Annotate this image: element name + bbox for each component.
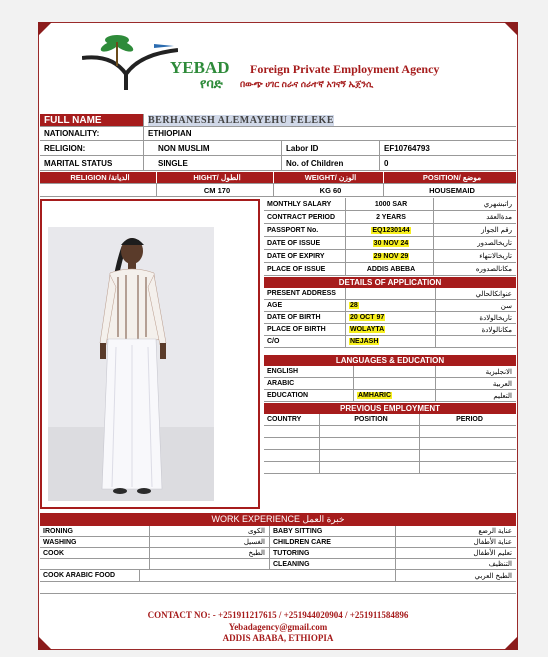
languages-label: ENGLISH: [264, 366, 354, 377]
work-row: [40, 526, 516, 537]
religion-header: RELIGION /الديانة: [40, 172, 157, 183]
height-header: HIGHT/ الطول: [157, 172, 274, 183]
previous-header-row: [264, 414, 516, 426]
labor-id-value: EF10764793: [384, 143, 430, 153]
footer-address: ADDIS ABABA, ETHIOPIA: [222, 633, 334, 643]
languages-table: [264, 355, 516, 402]
contract-label: MONTHLY SALARY: [264, 198, 346, 210]
marital-label: MARITAL STATUS: [40, 156, 144, 170]
contract-label: CONTRACT PERIOD: [264, 211, 346, 223]
contract-label: PASSPORT No.: [264, 224, 346, 236]
previous-header-position: POSITION: [320, 414, 420, 425]
contract-value: 1000 SAR: [374, 200, 408, 208]
work-skill-arabic: تعليم الأطفال: [473, 550, 512, 557]
work-skill-arabic: التنظيف: [488, 561, 512, 568]
applicant-photo: [48, 227, 214, 501]
height-value: CM 170: [157, 184, 274, 196]
work-skill-arabic: الغسيل: [150, 537, 270, 547]
corner-decoration: [504, 22, 518, 36]
application-arabic: [436, 336, 516, 347]
work-experience-title: WORK EXPERIENCE خبرة العمل: [40, 513, 516, 526]
application-value: 20 OCT 97: [350, 314, 385, 321]
brand-logo: [82, 32, 178, 92]
languages-title: LANGUAGES & EDUCATION: [264, 355, 516, 366]
application-label: DATE OF BIRTH: [264, 312, 346, 323]
nationality-row: [40, 127, 516, 141]
weight-value: KG 60: [274, 184, 384, 196]
work-skill-label: COOK: [40, 548, 150, 558]
work-skill-label: CLEANING: [270, 559, 396, 569]
labor-id-label: Labor ID: [282, 141, 380, 155]
application-arabic: تاريخالولادة: [479, 314, 512, 322]
weight-header: WEIGHT/ الوزن: [274, 172, 384, 183]
application-label: PRESENT ADDRESS: [264, 288, 346, 299]
application-row: [264, 312, 516, 324]
brand-amharic-name: የባድ: [200, 76, 223, 91]
application-row: [264, 300, 516, 312]
previous-row: [264, 426, 516, 438]
contract-arabic: رقم الجواز: [481, 227, 512, 234]
footer-email: Yebadagency@gmail.com: [228, 622, 328, 632]
children-value: 0: [384, 158, 389, 168]
application-arabic: عنوانكالحالي: [475, 290, 512, 298]
work-skill-arabic: الكوى: [150, 526, 270, 536]
contract-value: EQ1230144: [372, 226, 410, 234]
contract-value: ADDIS ABEBA: [366, 265, 416, 273]
religion-value-cell: [40, 184, 157, 196]
previous-title: PREVIOUS EMPLOYMENT: [264, 403, 516, 414]
work-skill-label: BABY SITTING: [270, 526, 396, 536]
brand-amharic-tagline: በውጭ ሀገር ስራና ሰራተኛ አገናኝ ኤጀንሲ: [240, 79, 374, 89]
work-skill-label: COOK ARABIC FOOD: [40, 570, 140, 581]
work-skill-label: TUTORING: [270, 548, 396, 558]
application-title: DETAILS OF APPLICATION: [264, 277, 516, 288]
position-header: POSITION/ موضع: [422, 173, 482, 182]
languages-arabic: الانجليزية: [485, 368, 512, 376]
application-table: [264, 277, 516, 348]
previous-row: [264, 438, 516, 450]
full-name-text: BERHANESH ALEMAYEHU FELEKE: [148, 114, 335, 126]
work-skill-arabic: عناية الأطفال: [473, 539, 512, 546]
work-row: [40, 570, 516, 582]
marital-value: SINGLE: [144, 156, 282, 170]
nationality-label: NATIONALITY:: [40, 127, 144, 140]
religion-row: [40, 141, 516, 156]
languages-row: [264, 390, 516, 402]
application-row: [264, 324, 516, 336]
languages-label: ARABIC: [264, 378, 354, 389]
application-arabic: مكانالولادة: [481, 326, 512, 334]
work-row: [40, 559, 516, 570]
brand-name: YEBAD: [170, 58, 230, 77]
position-value: HOUSEMAID: [429, 185, 475, 195]
application-row: [264, 336, 516, 348]
contract-arabic: مكانالصدوره: [475, 266, 512, 273]
physical-header-row: [40, 172, 516, 184]
corner-decoration: [38, 22, 52, 36]
work-skill-label: [40, 559, 150, 569]
contract-arabic: راتبشهري: [483, 201, 512, 208]
contract-value: 29 NOV 29: [373, 252, 409, 260]
full-name-label: FULL NAME: [40, 114, 144, 126]
contract-arabic: مدةالعقد: [486, 214, 512, 221]
previous-header-period: PERIOD: [456, 416, 483, 423]
work-skill-arabic: الطبخ العربي: [474, 572, 512, 580]
application-arabic: سن: [500, 302, 512, 310]
religion-value: NON MUSLIM: [144, 141, 282, 155]
application-label: PLACE OF BIRTH: [264, 324, 346, 335]
application-label: C/O: [264, 336, 346, 347]
languages-row: [264, 366, 516, 378]
work-skill-arabic: عناية الرضع: [478, 528, 512, 535]
brand-tagline: Foreign Private Employment Agency: [250, 62, 440, 76]
contract-label: PLACE OF ISSUE: [264, 263, 346, 275]
contract-row: [264, 250, 516, 263]
children-label: No. of Children: [282, 156, 380, 170]
application-label: AGE: [264, 300, 346, 311]
previous-row: [264, 450, 516, 462]
religion-label: RELIGION:: [40, 141, 144, 155]
work-skill-label: WASHING: [40, 537, 150, 547]
contract-label: DATE OF EXPIRY: [264, 250, 346, 262]
contract-table: [264, 198, 516, 276]
contract-row: [264, 224, 516, 237]
previous-employment-table: [264, 403, 516, 474]
physical-values-row: [40, 184, 516, 197]
contract-arabic: تاريخالصدور: [477, 240, 512, 247]
languages-arabic: العربية: [492, 380, 512, 388]
marital-row: [40, 156, 516, 171]
work-row-empty: [40, 582, 516, 594]
contract-row: [264, 211, 516, 224]
languages-value: AMHARIC: [358, 392, 392, 399]
previous-row: [264, 462, 516, 474]
full-name-row: [40, 114, 516, 127]
contract-row: [264, 198, 516, 211]
work-experience-table: [40, 526, 516, 594]
contract-row: [264, 237, 516, 250]
full-name-value: [144, 114, 516, 126]
application-value: NEJASH: [350, 338, 379, 345]
work-skill-arabic: الطبخ: [150, 548, 270, 558]
previous-header-country: COUNTRY: [264, 414, 320, 425]
contract-arabic: تاريخالانتهاء: [479, 253, 512, 260]
contract-label: DATE OF ISSUE: [264, 237, 346, 249]
footer-contact: CONTACT NO: - +251911217615 / +251944020904 / +251911584896: [147, 610, 409, 620]
work-row: [40, 548, 516, 559]
work-row: [40, 537, 516, 548]
work-skill-label: IRONING: [40, 526, 150, 536]
languages-arabic: التعليم: [493, 392, 512, 400]
contract-value: 30 NOV 24: [373, 239, 409, 247]
nationality-value: ETHIOPIAN: [148, 129, 192, 138]
work-skill-arabic: [150, 559, 270, 569]
languages-label: EDUCATION: [264, 390, 354, 401]
work-skill-label: CHILDREN CARE: [270, 537, 396, 547]
languages-row: [264, 378, 516, 390]
contract-row: [264, 263, 516, 276]
application-value: 28: [350, 302, 358, 309]
application-value: WOLAYTA: [350, 326, 385, 333]
application-row: [264, 288, 516, 300]
contract-value: 2 YEARS: [376, 213, 406, 221]
